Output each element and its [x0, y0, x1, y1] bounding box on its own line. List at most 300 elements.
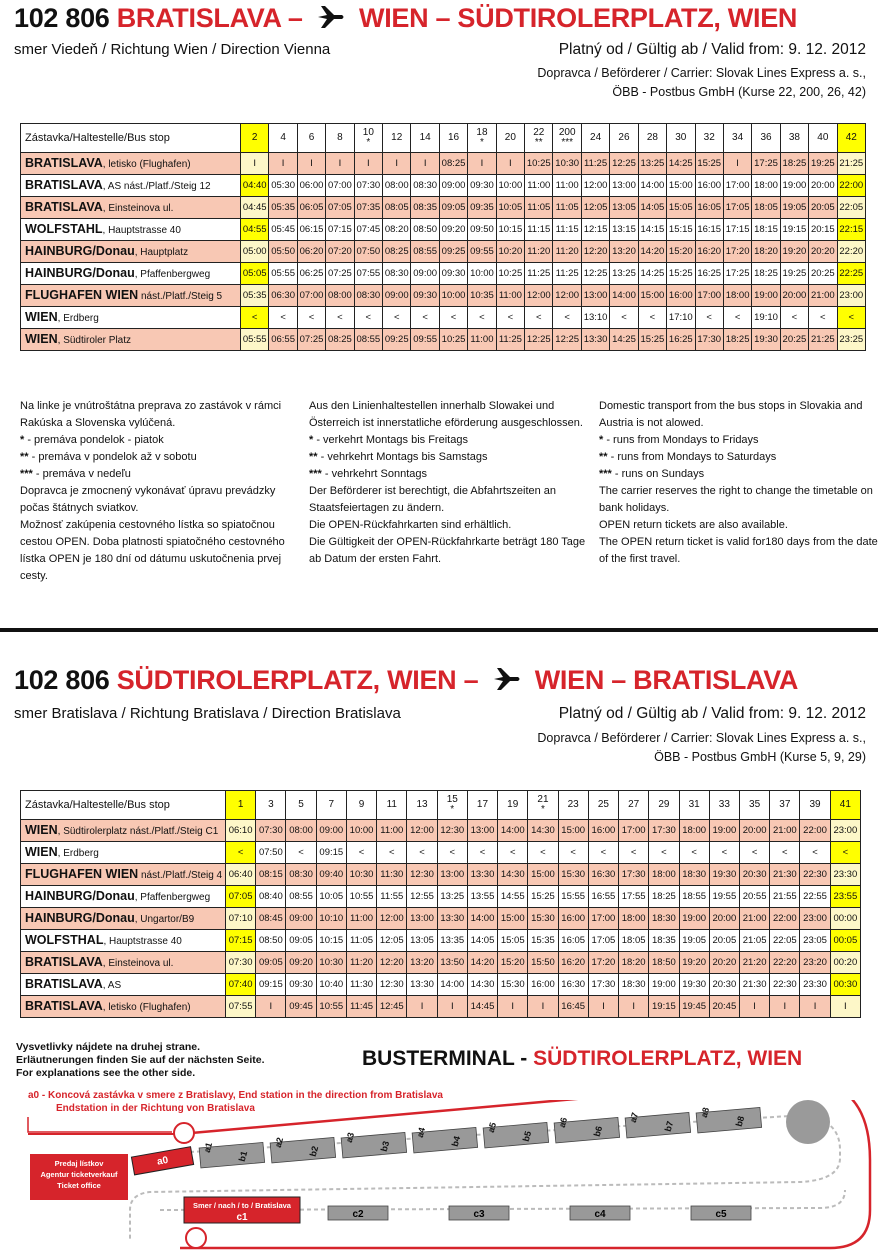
departure-time: 14:25 [667, 153, 695, 175]
departure-time: 10:15 [496, 219, 524, 241]
departure-time: 10:30 [316, 952, 346, 974]
trip-number: 23 [558, 791, 588, 820]
departure-time: 04:40 [241, 175, 269, 197]
bay-label: a1 [201, 1141, 215, 1154]
departure-time: < [558, 842, 588, 864]
departure-time: 16:25 [695, 263, 723, 285]
departure-time: 08:45 [256, 908, 286, 930]
departure-time: 22:00 [800, 820, 830, 842]
bay-a5-b5 [483, 1116, 549, 1148]
bay-c1-label: c1 [236, 1212, 248, 1223]
departure-time: 09:00 [286, 908, 316, 930]
departure-time: 00:00 [830, 908, 860, 930]
departure-time: 18:05 [619, 930, 649, 952]
departure-time: 07:15 [226, 930, 256, 952]
departure-time: 19:25 [809, 153, 837, 175]
departure-time: 13:00 [581, 285, 609, 307]
route-number: 102 806 [14, 3, 110, 33]
trip-number: 20 [496, 124, 524, 153]
departure-time: 16:00 [528, 974, 558, 996]
departure-time: 11:15 [553, 219, 581, 241]
trip-number: 1 [226, 791, 256, 820]
departure-time: < [498, 842, 528, 864]
departure-time: 09:00 [411, 263, 439, 285]
departure-time: 11:20 [525, 241, 553, 263]
departure-time: 17:05 [588, 930, 618, 952]
departure-time: 22:15 [837, 219, 865, 241]
departure-time: 07:30 [226, 952, 256, 974]
departure-time: 23:05 [800, 930, 830, 952]
ticket-office-label-1: Predaj lístkov [54, 1159, 104, 1168]
ticket-office-label-3: Ticket office [57, 1181, 101, 1190]
departure-time: 13:20 [610, 241, 638, 263]
header-row [21, 124, 866, 153]
departure-time: < [354, 307, 382, 329]
departure-time: 07:15 [326, 219, 354, 241]
note-line: Na linke je vnútroštátna preprava zo zastávok v rámci Rakúska a Slovenska vylúčená. [20, 400, 282, 429]
departure-time: 17:10 [667, 307, 695, 329]
departure-time: I [496, 153, 524, 175]
bay-label: b6 [591, 1124, 605, 1138]
bay-label: b4 [449, 1134, 463, 1148]
departure-time: 21:05 [739, 930, 769, 952]
departure-time: 17:25 [752, 153, 780, 175]
carrier-line-2: ÖBB - Postbus GmbH (Kurse 5, 9, 29) [654, 750, 866, 764]
notes-english [599, 398, 878, 568]
bay-label: b3 [378, 1139, 392, 1153]
departure-time: I [256, 996, 286, 1018]
departure-time: 09:35 [468, 197, 496, 219]
departure-time: 16:45 [558, 996, 588, 1018]
departure-time: 12:00 [377, 908, 407, 930]
a0-note-line-2: Endstation in der Richtung von Bratislava [56, 1103, 255, 1114]
departure-time: 18:55 [679, 886, 709, 908]
departure-time: 18:30 [649, 908, 679, 930]
departure-time: 08:00 [326, 285, 354, 307]
departure-time: 12:00 [581, 175, 609, 197]
departure-time: 09:30 [468, 175, 496, 197]
departure-time: 17:55 [619, 886, 649, 908]
departure-time: < [496, 307, 524, 329]
explanation-en: For explanations see the other side. [16, 1067, 196, 1079]
table-row [21, 219, 866, 241]
departure-time: 23:25 [837, 329, 865, 351]
departure-time: 05:35 [241, 285, 269, 307]
route-number: 102 806 [14, 665, 110, 695]
stop-name: FLUGHAFEN WIEN nást./Platf./Steig 5 [21, 285, 241, 307]
departure-time: 12:30 [377, 974, 407, 996]
departure-time: 18:25 [649, 886, 679, 908]
departure-time: 20:30 [739, 864, 769, 886]
departure-time: < [619, 842, 649, 864]
stop-name: BRATISLAVA, letisko (Flughafen) [21, 153, 241, 175]
departure-time: 18:00 [723, 285, 751, 307]
departure-time: < [468, 307, 496, 329]
departure-time: 15:30 [558, 864, 588, 886]
departure-time: 20:05 [809, 197, 837, 219]
departure-time: 18:00 [619, 908, 649, 930]
departure-time: 10:30 [346, 864, 376, 886]
departure-time: 09:55 [411, 329, 439, 351]
departure-time: 15:35 [528, 930, 558, 952]
departure-time: 14:00 [610, 285, 638, 307]
departure-time: 11:25 [553, 263, 581, 285]
departure-time: 12:55 [407, 886, 437, 908]
carrier-line-1: Dopravca / Beförderer / Carrier: Slovak Lines Express a. s., [537, 66, 866, 80]
note-line: * - premáva pondelok - piatok [20, 434, 164, 446]
departure-time: < [377, 842, 407, 864]
departure-time: 11:00 [468, 329, 496, 351]
departure-time: 04:55 [241, 219, 269, 241]
departure-time: 15:00 [667, 175, 695, 197]
departure-time: 11:30 [377, 864, 407, 886]
header-stop-label: Zástavka/Haltestelle/Bus stop [21, 124, 241, 153]
departure-time: < [297, 307, 325, 329]
departure-time: 20:00 [809, 175, 837, 197]
valid-from: Platný od / Gültig ab / Valid from: 9. 12. 2012 [558, 705, 866, 722]
title-origin: SÜDTIROLERPLATZ, WIEN – [116, 665, 479, 695]
stop-name: FLUGHAFEN WIEN nást./Platf./Steig 4 [21, 864, 226, 886]
stop-name: HAINBURG/Donau, Pfaffenbergweg [21, 886, 226, 908]
departure-time: < [553, 307, 581, 329]
departure-time: < [739, 842, 769, 864]
departure-time: 12:30 [407, 864, 437, 886]
departure-time: 14:00 [437, 974, 467, 996]
carrier-line-1: Dopravca / Beförderer / Carrier: Slovak Lines Express a. s., [537, 731, 866, 745]
departure-time: 00:05 [830, 930, 860, 952]
departure-time: < [525, 307, 553, 329]
trip-number: 17 [467, 791, 497, 820]
departure-time: 11:25 [581, 153, 609, 175]
table-row [21, 241, 866, 263]
departure-time: 05:45 [269, 219, 297, 241]
departure-time: 14:05 [638, 197, 666, 219]
stop-name: WIEN, Erdberg [21, 842, 226, 864]
departure-time: 09:45 [286, 996, 316, 1018]
note-line: Die OPEN-Rückfahrkarten sind erhältlich. [309, 519, 512, 531]
departure-time: 06:00 [297, 175, 325, 197]
departure-time: 08:00 [383, 175, 411, 197]
departure-time: 07:50 [354, 241, 382, 263]
departure-time: 08:30 [383, 263, 411, 285]
departure-time: 15:00 [498, 908, 528, 930]
departure-time: 12:20 [581, 241, 609, 263]
departure-time: 19:00 [649, 974, 679, 996]
header-row [21, 791, 861, 820]
bay-a7-b7 [625, 1106, 691, 1138]
departure-time: 06:25 [297, 263, 325, 285]
trip-number: 15 * [437, 791, 467, 820]
departure-time: 09:25 [383, 329, 411, 351]
note-line: Die Gültigkeit der OPEN-Rückfahrkarte beträgt 180 Tage ab Datum der ersten Fahrt. [309, 536, 586, 565]
departure-time: 13:20 [407, 952, 437, 974]
bay-label: b1 [236, 1149, 250, 1163]
bay-c5-label: c5 [715, 1209, 727, 1220]
departure-time: 09:15 [256, 974, 286, 996]
departure-time: 13:30 [467, 864, 497, 886]
departure-time: 16:20 [558, 952, 588, 974]
outbound-title [14, 3, 797, 34]
departure-time: 12:05 [377, 930, 407, 952]
departure-time: 20:45 [709, 996, 739, 1018]
departure-time: < [588, 842, 618, 864]
departure-time: 10:40 [316, 974, 346, 996]
table-row [21, 307, 866, 329]
trip-number: 2 [241, 124, 269, 153]
departure-time: 07:00 [297, 285, 325, 307]
departure-time: 08:35 [411, 197, 439, 219]
trip-number: 34 [723, 124, 751, 153]
departure-time: 06:20 [297, 241, 325, 263]
departure-time: 20:25 [780, 329, 808, 351]
explanation-sk: Vysvetlivky nájdete na druhej strane. [16, 1041, 201, 1053]
departure-time: I [383, 153, 411, 175]
departure-time: 16:00 [667, 285, 695, 307]
table-row [21, 263, 866, 285]
departure-time: 10:30 [553, 153, 581, 175]
departure-time: 10:00 [468, 263, 496, 285]
departure-time: 09:00 [439, 175, 467, 197]
departure-time: 09:30 [411, 285, 439, 307]
note-line: Domestic transport from the bus stops in Slovakia and Austria is not alowed. [599, 400, 863, 429]
departure-time: 19:30 [709, 864, 739, 886]
departure-time: 09:00 [316, 820, 346, 842]
departure-time: 16:55 [588, 886, 618, 908]
departure-time: 21:20 [739, 952, 769, 974]
departure-time: 17:30 [695, 329, 723, 351]
departure-time: 15:55 [558, 886, 588, 908]
departure-time: 14:25 [638, 263, 666, 285]
departure-time: I [723, 153, 751, 175]
header-stop-label: Zástavka/Haltestelle/Bus stop [21, 791, 226, 820]
departure-time: 13:55 [467, 886, 497, 908]
trip-number: 29 [649, 791, 679, 820]
departure-time: 13:25 [638, 153, 666, 175]
departure-time: 07:05 [326, 197, 354, 219]
trip-number: 8 [326, 124, 354, 153]
stop-name: BRATISLAVA, AS nást./Platf./Steig 12 [21, 175, 241, 197]
departure-time: 09:00 [383, 285, 411, 307]
departure-time: 18:50 [649, 952, 679, 974]
departure-time: 11:05 [346, 930, 376, 952]
departure-time: 11:25 [496, 329, 524, 351]
notes-german [309, 398, 594, 568]
bay-a6-b6 [554, 1111, 620, 1143]
departure-time: < [407, 842, 437, 864]
note-line: Možnosť zakúpenia cestovného lístka so spiatočnou cestou OPEN. Doba platnosti spiatočného cestovného lístka OPEN je 180 dní od dátumu uskutočnenia prvej cesty. [20, 519, 285, 582]
departure-time: 21:30 [739, 974, 769, 996]
departure-time: 12:00 [407, 820, 437, 842]
departure-time: 17:00 [588, 908, 618, 930]
table-row [21, 908, 861, 930]
stop-name: HAINBURG/Donau, Ungartor/B9 [21, 908, 226, 930]
departure-time: < [800, 842, 830, 864]
departure-time: 21:30 [770, 864, 800, 886]
explanation-de: Erläutnerungen finden Sie auf der nächsten Seite. [16, 1054, 265, 1066]
departure-time: < [809, 307, 837, 329]
terminal-map [0, 1100, 878, 1254]
departure-time: 15:00 [528, 864, 558, 886]
departure-time: 18:35 [649, 930, 679, 952]
departure-time: 19:20 [679, 952, 709, 974]
departure-time: 20:55 [739, 886, 769, 908]
departure-time: 13:30 [407, 974, 437, 996]
note-line: * - verkehrt Montags bis Freitags [309, 434, 468, 446]
valid-from: Platný od / Gültig ab / Valid from: 9. 12. 2012 [558, 41, 866, 58]
departure-time: 15:05 [667, 197, 695, 219]
departure-time: 17:00 [695, 285, 723, 307]
bay-label: a8 [698, 1106, 712, 1119]
table-row [21, 175, 866, 197]
departure-time: I [468, 153, 496, 175]
departure-time: 11:20 [346, 952, 376, 974]
departure-time: 23:00 [837, 285, 865, 307]
departure-time: 18:30 [619, 974, 649, 996]
departure-time: 10:00 [346, 820, 376, 842]
departure-time: 12:25 [581, 263, 609, 285]
title-destination: WIEN – SÜDTIROLERPLATZ, WIEN [359, 3, 798, 33]
a0-pointer-line [28, 1117, 172, 1132]
departure-time: 19:25 [780, 263, 808, 285]
trip-number: 19 [498, 791, 528, 820]
trip-number: 21 * [528, 791, 558, 820]
trip-number: 6 [297, 124, 325, 153]
departure-time: 10:25 [496, 263, 524, 285]
bay-label: b2 [307, 1144, 321, 1158]
bay-a8-b8 [696, 1101, 762, 1133]
departure-time: 07:25 [297, 329, 325, 351]
departure-time: 16:00 [588, 820, 618, 842]
departure-time: I [241, 153, 269, 175]
departure-time: 22:25 [837, 263, 865, 285]
departure-time: 11:55 [377, 886, 407, 908]
departure-time: 12:25 [610, 153, 638, 175]
departure-time: 15:00 [638, 285, 666, 307]
departure-time: 23:30 [800, 974, 830, 996]
trip-number: 31 [679, 791, 709, 820]
departure-time: 05:00 [241, 241, 269, 263]
departure-time: 16:05 [558, 930, 588, 952]
departure-time: < [610, 307, 638, 329]
departure-time: 05:55 [269, 263, 297, 285]
departure-time: 14:00 [638, 175, 666, 197]
bay-label: a4 [414, 1126, 428, 1139]
departure-time: I [770, 996, 800, 1018]
departure-time: 11:25 [525, 263, 553, 285]
departure-time: 16:15 [695, 219, 723, 241]
departure-time: 20:05 [709, 930, 739, 952]
stop-name: BRATISLAVA, letisko (Flughafen) [21, 996, 226, 1018]
departure-time: 15:20 [498, 952, 528, 974]
departure-time: 23:20 [800, 952, 830, 974]
departure-time: 08:50 [411, 219, 439, 241]
departure-time: < [411, 307, 439, 329]
departure-time: 18:15 [752, 219, 780, 241]
departure-time: 22:20 [770, 952, 800, 974]
departure-time: 21:00 [809, 285, 837, 307]
departure-time: 05:35 [269, 197, 297, 219]
departure-time: 17:15 [723, 219, 751, 241]
departure-time: < [780, 307, 808, 329]
departure-time: 12:15 [581, 219, 609, 241]
departure-time: 21:55 [770, 886, 800, 908]
departure-time: 12:00 [525, 285, 553, 307]
departure-time: 18:25 [752, 263, 780, 285]
trip-number: 26 [610, 124, 638, 153]
departure-time: 11:45 [346, 996, 376, 1018]
stop-name: BRATISLAVA, AS [21, 974, 226, 996]
departure-time: 12:20 [377, 952, 407, 974]
departure-time: 23:55 [830, 886, 860, 908]
departure-time: < [467, 842, 497, 864]
ticket-office-label-2: Agentur ticketverkauf [40, 1170, 118, 1179]
departure-time: 08:20 [383, 219, 411, 241]
departure-time: 08:30 [286, 864, 316, 886]
departure-time: 14:30 [528, 820, 558, 842]
departure-time: 08:25 [326, 329, 354, 351]
bay-label: a7 [627, 1111, 641, 1124]
departure-time: 12:00 [553, 285, 581, 307]
departure-time: < [837, 307, 865, 329]
departure-time: 07:20 [326, 241, 354, 263]
departure-time: 16:00 [558, 908, 588, 930]
departure-time: 15:20 [667, 241, 695, 263]
departure-time: I [800, 996, 830, 1018]
trip-number: 40 [809, 124, 837, 153]
departure-time: 14:05 [467, 930, 497, 952]
departure-time: 05:50 [269, 241, 297, 263]
departure-time: 22:00 [770, 908, 800, 930]
departure-time: 14:30 [498, 864, 528, 886]
departure-time: 20:15 [809, 219, 837, 241]
departure-time: 08:00 [286, 820, 316, 842]
bay-label: b5 [520, 1129, 534, 1143]
table-row [21, 974, 861, 996]
table-row [21, 285, 866, 307]
departure-time: < [286, 842, 316, 864]
airplane-icon [492, 666, 522, 692]
note-line: *** - premáva v nedeľu [20, 468, 131, 480]
departure-time: 08:55 [286, 886, 316, 908]
departure-time: 08:30 [411, 175, 439, 197]
departure-time: 06:55 [269, 329, 297, 351]
departure-time: 06:30 [269, 285, 297, 307]
departure-time: 10:00 [439, 285, 467, 307]
departure-time: 13:00 [610, 175, 638, 197]
departure-time: 20:00 [739, 820, 769, 842]
trip-number: 36 [752, 124, 780, 153]
trip-number: 25 [588, 791, 618, 820]
departure-time: 19:00 [679, 908, 709, 930]
table-row [21, 842, 861, 864]
trip-number: 42 [837, 124, 865, 153]
departure-time: 07:55 [354, 263, 382, 285]
inbound-title [14, 665, 798, 696]
bay-c3-label: c3 [473, 1209, 485, 1220]
departure-time: 15:30 [498, 974, 528, 996]
airplane-icon [316, 4, 346, 30]
departure-time: I [619, 996, 649, 1018]
trip-number: 35 [739, 791, 769, 820]
departure-time: 08:25 [383, 241, 411, 263]
departure-time: 08:30 [354, 285, 382, 307]
departure-time: 22:05 [770, 930, 800, 952]
departure-time: 14:45 [467, 996, 497, 1018]
departure-time: 09:25 [439, 241, 467, 263]
departure-time: 15:25 [667, 263, 695, 285]
departure-time: 11:20 [553, 241, 581, 263]
note-line: OPEN return tickets are also available. [599, 519, 788, 531]
